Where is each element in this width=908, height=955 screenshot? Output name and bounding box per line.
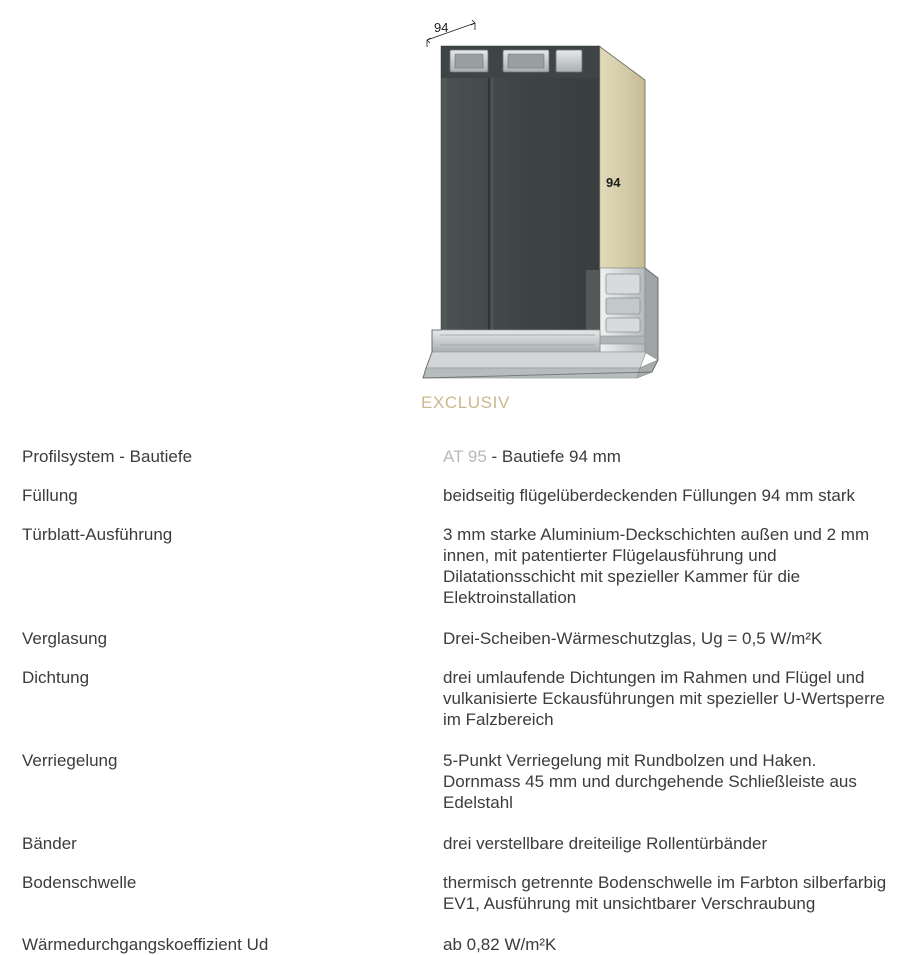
spec-label: Verriegelung bbox=[22, 751, 118, 770]
product-figure bbox=[0, 0, 908, 400]
spec-value: drei verstellbare dreiteilige Rollentürbänder bbox=[443, 834, 768, 853]
table-row bbox=[0, 934, 908, 955]
table-row bbox=[0, 485, 908, 524]
table-row bbox=[0, 628, 908, 667]
spec-label: Dichtung bbox=[22, 668, 90, 687]
spec-label: Bodenschwelle bbox=[22, 873, 137, 892]
spec-value: Drei-Scheiben-Wärmeschutzglas, Ug = 0,5 W/m²K bbox=[443, 629, 823, 648]
top-chamber-profiles bbox=[441, 46, 599, 78]
spec-label: Verglasung bbox=[22, 629, 108, 648]
table-row bbox=[0, 833, 908, 872]
spec-label: Profilsystem - Bautiefe bbox=[22, 447, 193, 466]
series-name: EXCLUSIV bbox=[421, 393, 510, 412]
dimension-label-side: 94 bbox=[606, 175, 621, 190]
table-row bbox=[0, 446, 908, 485]
spec-value: beidseitig flügelüberdeckenden Füllungen 94 mm stark bbox=[443, 486, 856, 505]
table-row bbox=[0, 750, 908, 833]
spec-value-accent: AT 95 bbox=[443, 447, 487, 466]
spec-label: Türblatt-Ausführung bbox=[22, 525, 173, 544]
spec-value: ab 0,82 W/m²K bbox=[443, 935, 557, 954]
spec-label: Füllung bbox=[22, 486, 78, 505]
spec-value: 3 mm starke Aluminium-Deckschichten außen und 2 mm innen, mit patentierter Flügelausführung und Dilatationsschicht mit spezieller Kammer für die Elektroinstallation bbox=[443, 525, 870, 607]
dimension-label-top: 94 bbox=[434, 20, 449, 35]
spec-value: drei umlaufende Dichtungen im Rahmen und Flügel und vulkanisierte Eckausführungen mit spezieller U-Wertsperre im Falzbereich bbox=[443, 668, 885, 729]
spec-label: Wärmedurchgangskoeffizient Ud bbox=[22, 935, 269, 954]
spec-value-text: - Bautiefe 94 mm bbox=[486, 447, 621, 466]
table-row bbox=[0, 524, 908, 628]
table-row bbox=[0, 667, 908, 750]
spec-value: thermisch getrennte Bodenschwelle im Farbton silberfarbig EV1, Ausführung mit unsichtbarer Verschraubung bbox=[443, 873, 887, 913]
table-row bbox=[0, 872, 908, 934]
specification-table bbox=[0, 446, 908, 955]
spec-value bbox=[443, 446, 908, 485]
spec-value: 5-Punkt Verriegelung mit Rundbolzen und Haken. Dornmass 45 mm und durchgehende Schließleiste aus Edelstahl bbox=[443, 751, 857, 812]
specification-table-body bbox=[0, 446, 908, 955]
door-profile-drawing bbox=[0, 0, 908, 400]
spec-label: Bänder bbox=[22, 834, 77, 853]
